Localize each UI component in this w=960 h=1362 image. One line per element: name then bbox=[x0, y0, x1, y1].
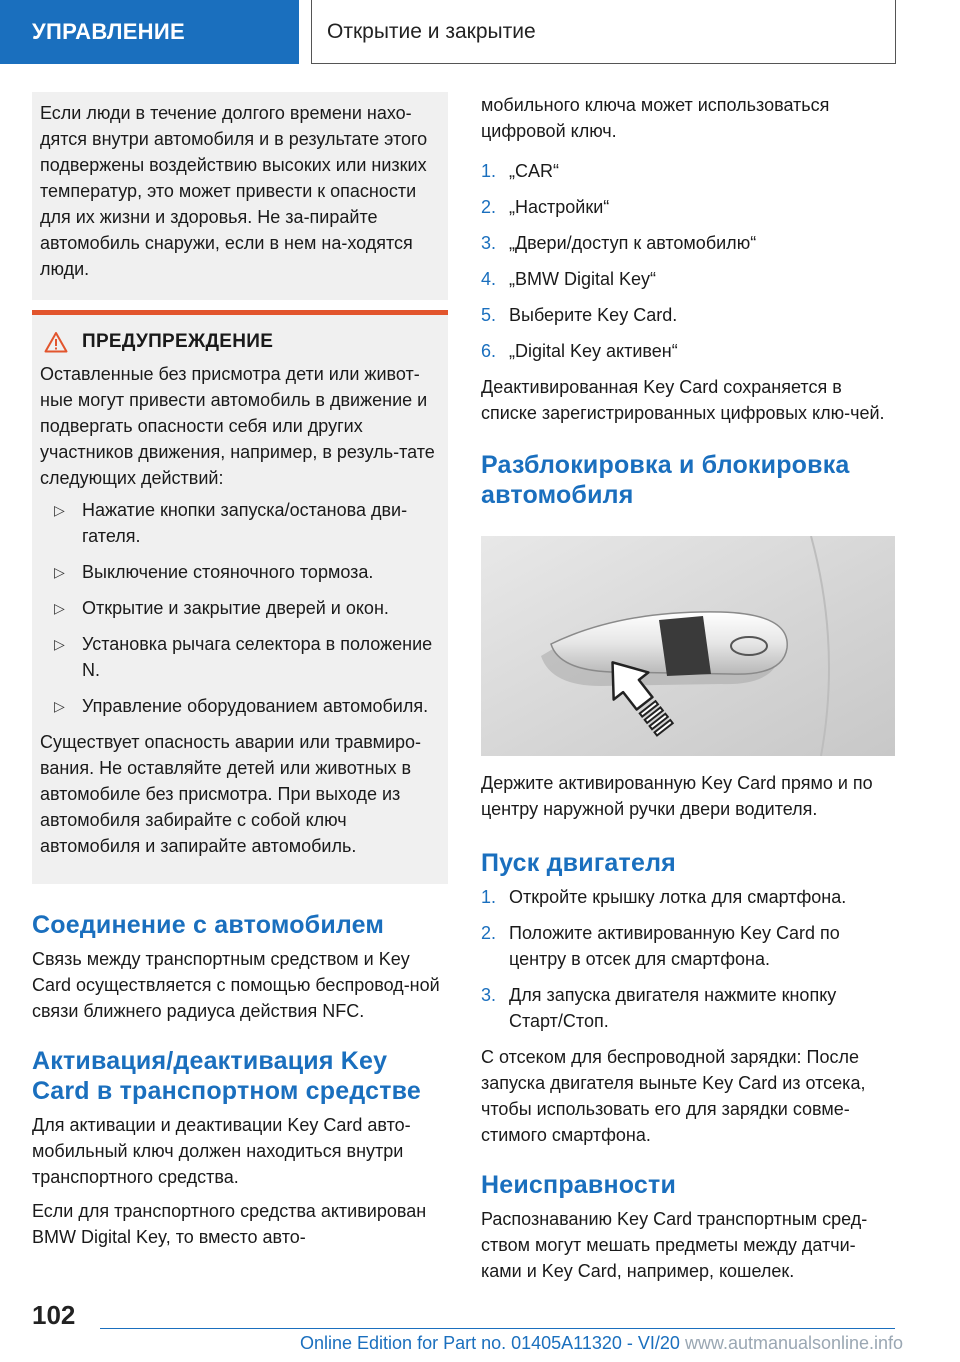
intro-box bbox=[32, 92, 448, 300]
page-number: 102 bbox=[32, 1300, 76, 1330]
list-item: ▷ Управление оборудованием автомобиля. bbox=[40, 693, 440, 719]
heading-start: Пуск двигателя bbox=[481, 849, 676, 877]
list-item: ▷ Установка рычага селектора в положение N. bbox=[40, 631, 440, 683]
warning-title bbox=[40, 329, 440, 355]
list-item: ▷ Нажатие кнопки запуска/останова дви-гателя. bbox=[40, 497, 440, 549]
warning-bullets bbox=[40, 497, 440, 719]
heading-unlock: Разблокировка и блокировка автомобиля bbox=[481, 451, 850, 509]
list-item: 2. „Настройки“ bbox=[481, 197, 610, 217]
heading-faults: Неисправности bbox=[481, 1171, 677, 1199]
bullet-marker: ▷ bbox=[54, 698, 65, 714]
list-item: 2. Положите активированную Key Card по центру в отсек для смартфона. bbox=[481, 923, 840, 969]
activation-text-2: Если для транспортного средства активирован BMW Digital Key, то вместо авто- bbox=[32, 1201, 427, 1247]
connection-text: Связь между транспортным средством и Key Card осуществляется с помощью беспровод-ной связи ближнего радиуса действия NFC. bbox=[32, 949, 440, 1021]
list-item: 6. „Digital Key активен“ bbox=[481, 341, 678, 361]
warning-title-text: ПРЕДУПРЕЖДЕНИЕ bbox=[82, 331, 274, 352]
list-item: 3. „Двери/доступ к автомобилю“ bbox=[481, 233, 757, 253]
warning-text: Оставленные без присмотра дети или живот-ные могут привести автомобиль в движение и подвергать опасности себя или других участников движения, например, в резуль-тате следующих действий: bbox=[40, 364, 435, 488]
bullet-marker: ▷ bbox=[54, 502, 65, 518]
footer-line bbox=[100, 1328, 895, 1329]
list-item: 1. „CAR“ bbox=[481, 161, 559, 181]
list-item: 3. Для запуска двигателя нажмите кнопку Старт/Стоп. bbox=[481, 985, 837, 1031]
faults-text: Распознаванию Key Card транспортным сред-ством могут мешать предметы между датчи-ками и Key Card, например, кошелек. bbox=[481, 1209, 868, 1281]
left-column bbox=[32, 92, 448, 1250]
edition-text: Online Edition for Part no. 01405A11320 - VI/20 bbox=[300, 1333, 680, 1353]
list-item: 5. Выберите Key Card. bbox=[481, 305, 678, 325]
list-item: 4. „BMW Digital Key“ bbox=[481, 269, 657, 289]
heading-activation: Активация/деактивация Key Card в транспортном средстве bbox=[32, 1047, 421, 1105]
right-column bbox=[481, 92, 895, 510]
right-column-lower bbox=[481, 770, 895, 1284]
deactivation-text: Деактивированная Key Card сохраняется в списке зарегистрированных цифровых клю-чей. bbox=[481, 377, 885, 423]
intro-text: Если люди в течение долгого времени нахо-дятся внутри автомобиля и в результате этого подвержены воздействию высоких или низких температур, это может привести к опасности для их жизни и здоровья. Не за-пирайте автомобиль снаружи, если в нем на-ходятся люди. bbox=[40, 103, 428, 279]
list-item: ▷ Выключение стояночного тормоза. bbox=[40, 559, 440, 585]
door-handle-photo bbox=[481, 536, 895, 756]
warning-box bbox=[32, 310, 448, 884]
door-handle-illustration bbox=[481, 536, 895, 756]
chapter-title: Открытие и закрытие bbox=[311, 0, 896, 64]
section-tab: УПРАВЛЕНИЕ bbox=[0, 0, 299, 64]
watermark-text: www.autmanualsonline.info bbox=[684, 1333, 904, 1353]
start-steps-list bbox=[481, 884, 895, 1034]
steps-list bbox=[481, 158, 895, 364]
continuation-text: мобильного ключа может использоваться цифровой ключ. bbox=[481, 95, 830, 141]
list-item: ▷ Открытие и закрытие дверей и окон. bbox=[40, 595, 440, 621]
warning-triangle-icon bbox=[44, 331, 68, 353]
activation-text-1: Для активации и деактивации Key Card авто-мобильный ключ должен находиться внутри транспортного средства. bbox=[32, 1115, 411, 1187]
heading-connection: Соединение с автомобилем bbox=[32, 911, 385, 939]
bullet-marker: ▷ bbox=[54, 564, 65, 580]
footer-edition bbox=[300, 1330, 904, 1356]
start-text: С отсеком для беспроводной зарядки: После запуска двигателя выньте Key Card из отсека, чтобы использовать его для зарядки совме-стимого смартфона. bbox=[481, 1047, 866, 1145]
warning-footer-text: Существует опасность аварии или травмиро-вания. Не оставляйте детей или животных в автомобиле без присмотра. При выходе из автомобиля забирайте с собой ключ автомобиля и запирайте автомобиль. bbox=[40, 732, 422, 856]
list-item: 1. Откройте крышку лотка для смартфона. bbox=[481, 887, 847, 907]
bullet-marker: ▷ bbox=[54, 636, 65, 652]
bullet-marker: ▷ bbox=[54, 600, 65, 616]
unlock-caption: Держите активированную Key Card прямо и по центру наружной ручки двери водителя. bbox=[481, 773, 873, 819]
